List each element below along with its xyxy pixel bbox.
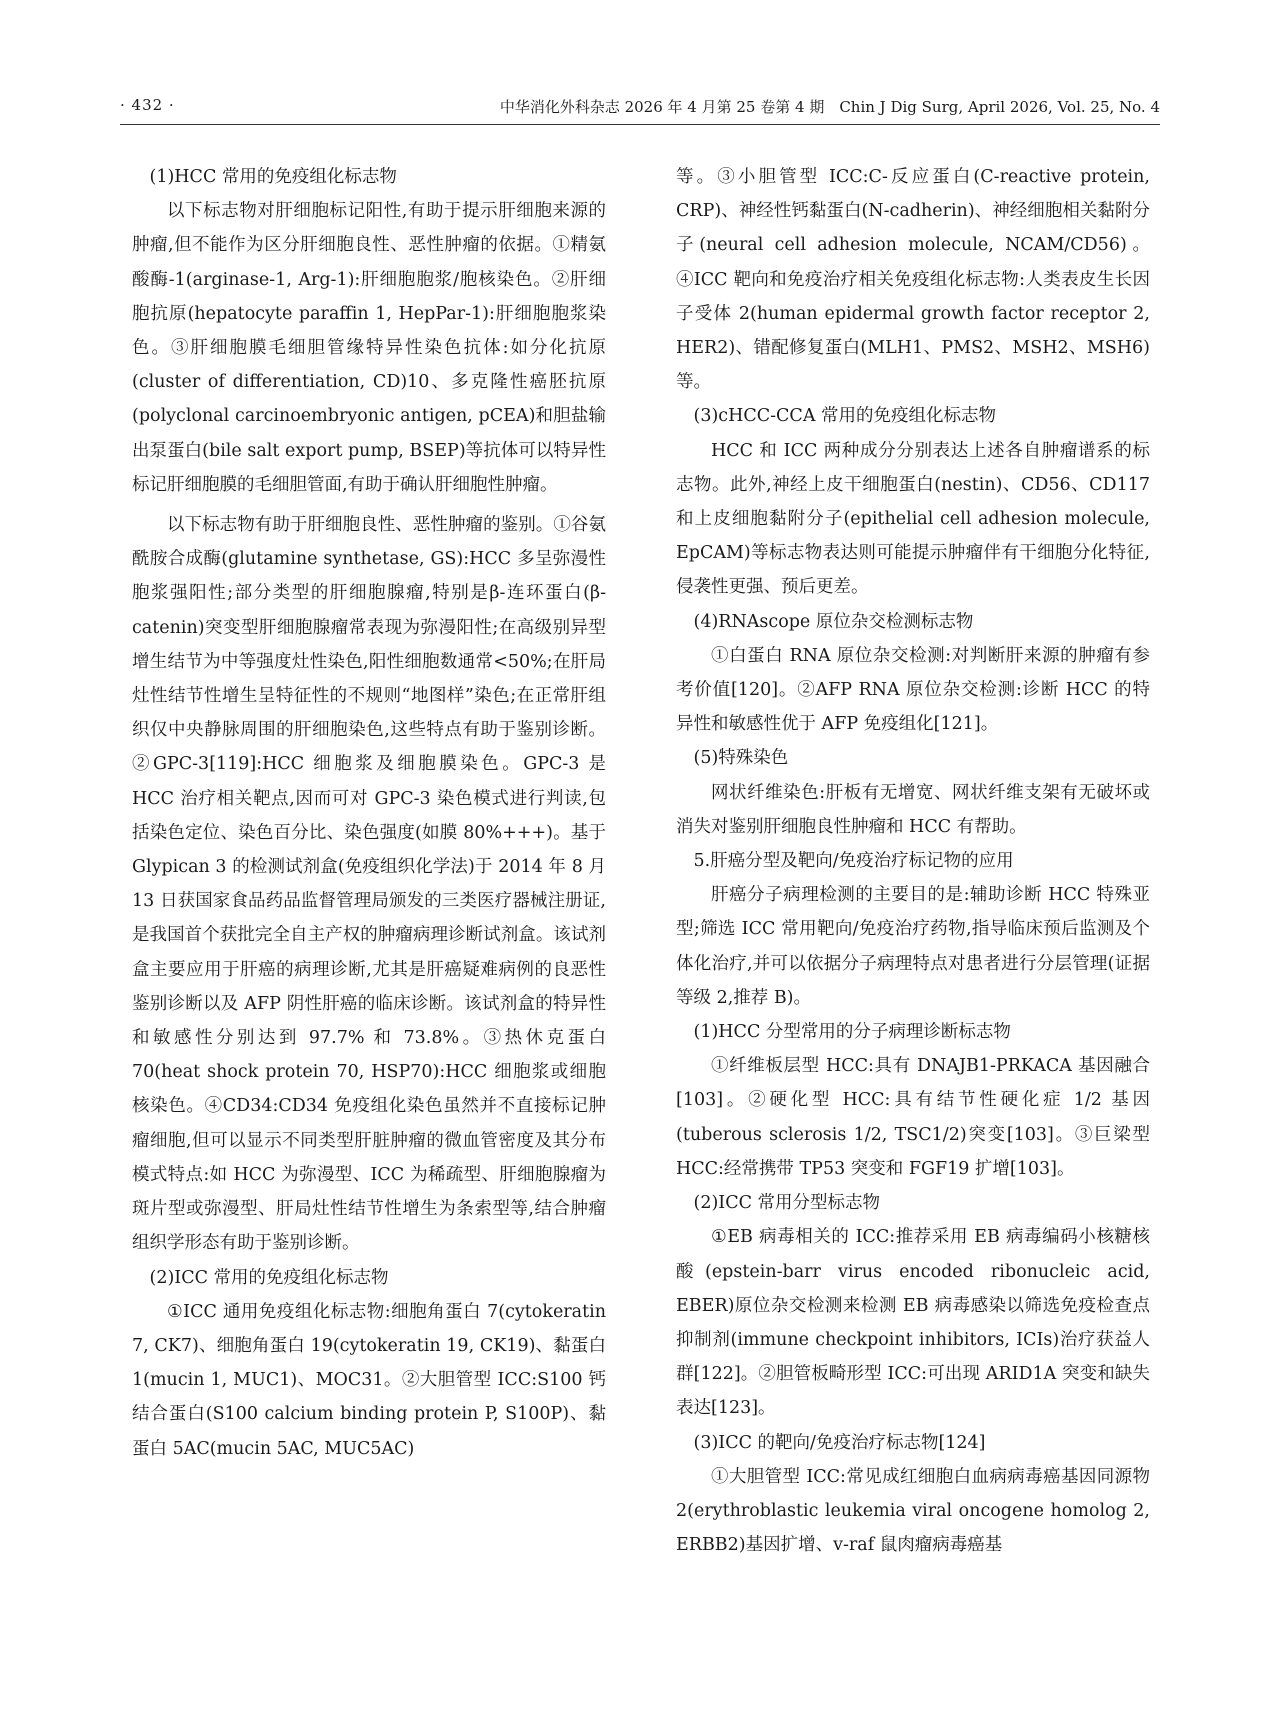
page-number: · 432 · [120,96,175,114]
paragraph: 网状纤维染色:肝板有无增宽、网状纤维支架有无破坏或消失对鉴别肝细胞良性肿瘤和 HCC 有帮助。 [676,782,1150,837]
section-heading: (2)ICC 常用的免疫组化标志物 [149,1267,389,1288]
paragraph: 肝癌分子病理检测的主要目的是:辅助诊断 HCC 特殊亚型;筛选 ICC 常用靶向/免疫治疗药物,指导临床预后监测及个体化治疗,并可以依据分子病理特点对患者进行分层管理(证据等级 2,推荐 B)。 [676,885,1150,1008]
section-heading: (5)特殊染色 [693,748,789,769]
header-rule [120,124,1160,125]
section-heading: (3)ICC 的靶向/免疫治疗标志物[124] [693,1432,986,1453]
paragraph: 以下标志物有助于肝细胞良性、恶性肿瘤的鉴别。①谷氨酰胺合成酶(glutamine synthetase, GS):HCC 多呈弥漫性胞浆强阳性;部分类型的肝细胞腺瘤,特别是β-连环蛋白(β-catenin)突变型肝细胞腺瘤常表现为弥漫阳性;在高级别异型增生结节为中等强度灶性染色,阳性细胞数通常<50%;在肝局灶性结节性增生呈特征性的不规则“地图样”染色;在正常肝组织仅中央静脉周围的肝细胞染色,这些特点有助于鉴别诊断。②GPC-3[119]:HCC 细胞浆及细胞膜染色。GPC-3 是 HCC 治疗相关靶点,因而可对 GPC-3 染色模式进行判读,包括染色定位、染色百分比、染色强度(如膜 80%+++)。基于 Glypican 3 的检测试剂盒(免疫组织化学法)于 2014 年 8 月 13 日获国家食品药品监督管理局颁发的三类医疗器械注册证,是我国首个获批完全自主产权的肿瘤病理诊断试剂盒。该试剂盒主要应用于肝癌的病理诊断,尤其是肝癌疑难病例的良恶性鉴别诊断以及 AFP 阴性肝癌的临床诊断。该试剂盒的特异性和敏感性分别达到 97.7% 和 73.8%。③热休克蛋白 70(heat shock protein 70, HSP70):HCC 细胞浆或细胞核染色。④CD34:CD34 免疫组化染色虽然并不直接标记肿瘤细胞,但可以显示不同类型肝脏肿瘤的微血管密度及其分布模式特点:如 HCC 为弥漫型、ICC 为稀疏型、肝细胞腺瘤为斑片型或弥漫型、肝局灶性结节性增生为条索型等,结合肿瘤组织学形态有助于鉴别诊断。 [132,515,606,1254]
section-heading: (4)RNAscope 原位杂交检测标志物 [693,611,974,632]
section-heading: (2)ICC 常用分型标志物 [693,1193,881,1214]
left-column [132,160,606,1466]
paragraph: 以下标志物对肝细胞标记阳性,有助于提示肝细胞来源的肿瘤,但不能作为区分肝细胞良性、恶性肿瘤的依据。①精氨酸酶-1(arginase-1, Arg-1):肝细胞胞浆/胞核染色。②肝细胞抗原(hepatocyte paraffin 1, HepPar-1):肝细胞胞浆染色。③肝细胞膜毛细胆管缘特异性染色抗体:如分化抗原(cluster of differentiation, CD)10、多克隆性癌胚抗原(polyclonal carcinoembryonic antigen, pCEA)和胆盐输出泵蛋白(bile salt export pump, BSEP)等抗体可以特异性标记肝细胞膜的毛细胆管面,有助于确认肝细胞性肿瘤。 [132,201,606,495]
journal-citation: 中华消化外科杂志 2026 年 4 月第 25 卷第 4 期 Chin J Dig Surg, April 2026, Vol. 25, No. 4 [499,98,1160,116]
paragraph-continued: 等。③小胆管型 ICC:C-反应蛋白(C-reactive protein, CRP)、神经性钙黏蛋白(N-cadherin)、神经细胞相关黏附分子(neural cell adhesion molecule, NCAM/CD56)。④ICC 靶向和免疫治疗相关免疫组化标志物:人类表皮生长因子受体 2(human epidermal growth factor receptor 2, HER2)、错配修复蛋白(MLH1、PMS2、MSH2、MSH6)等。 [676,167,1150,393]
section-heading: (1)HCC 常用的免疫组化标志物 [149,167,397,187]
right-column [676,160,1150,1562]
paragraph: ①ICC 通用免疫组化标志物:细胞角蛋白 7(cytokeratin 7, CK7)、细胞角蛋白 19(cytokeratin 19, CK19)、黏蛋白 1(mucin 1, MUC1)、MOC31。②大胆管型 ICC:S100 钙结合蛋白(S100 calcium binding protein P, S100P)、黏蛋白 5AC(mucin 5AC, MUC5AC) [132,1301,606,1459]
running-header [120,96,1160,120]
paragraph: HCC 和 ICC 两种成分分别表达上述各自肿瘤谱系的标志物。此外,神经上皮干细胞蛋白(nestin)、CD56、CD117 和上皮细胞黏附分子(epithelial cell adhesion molecule, EpCAM)等标志物表达则可能提示肿瘤伴有干细胞分化特征,侵袭性更强、预后更差。 [676,440,1150,598]
paragraph: ①大胆管型 ICC:常见成红细胞白血病病毒癌基因同源物 2(erythroblastic leukemia viral oncogene homolog 2, ERBB2)基因扩增、v-raf 鼠肉瘤病毒癌基 [676,1466,1150,1556]
section-heading: (3)cHCC-CCA 常用的免疫组化标志物 [693,406,997,427]
paragraph: ①EB 病毒相关的 ICC:推荐采用 EB 病毒编码小核糖核酸(epstein-barr virus encoded ribonucleic acid, EBER)原位杂交检测来检测 EB 病毒感染以筛选免疫检查点抑制剂(immune checkpoint inhibitors, ICIs)治疗获益人群[122]。②胆管板畸形型 ICC:可出现 ARID1A 突变和缺失表达[123]。 [676,1227,1150,1419]
section-heading: (1)HCC 分型常用的分子病理诊断标志物 [693,1022,1011,1043]
section-heading: 5.肝癌分型及靶向/免疫治疗标记物的应用 [693,851,1014,872]
paragraph: ①白蛋白 RNA 原位杂交检测:对判断肝来源的肿瘤有参考价值[120]。②AFP RNA 原位杂交检测:诊断 HCC 的特异性和敏感性优于 AFP 免疫组化[121]。 [676,645,1150,735]
paragraph: ①纤维板层型 HCC:具有 DNAJB1-PRKACA 基因融合[103]。②硬化型 HCC:具有结节性硬化症 1/2 基因(tuberous sclerosis 1/2, TSC1/2)突变[103]。③巨梁型 HCC:经常携带 TP53 突变和 FGF19 扩增[103]。 [676,1056,1150,1179]
